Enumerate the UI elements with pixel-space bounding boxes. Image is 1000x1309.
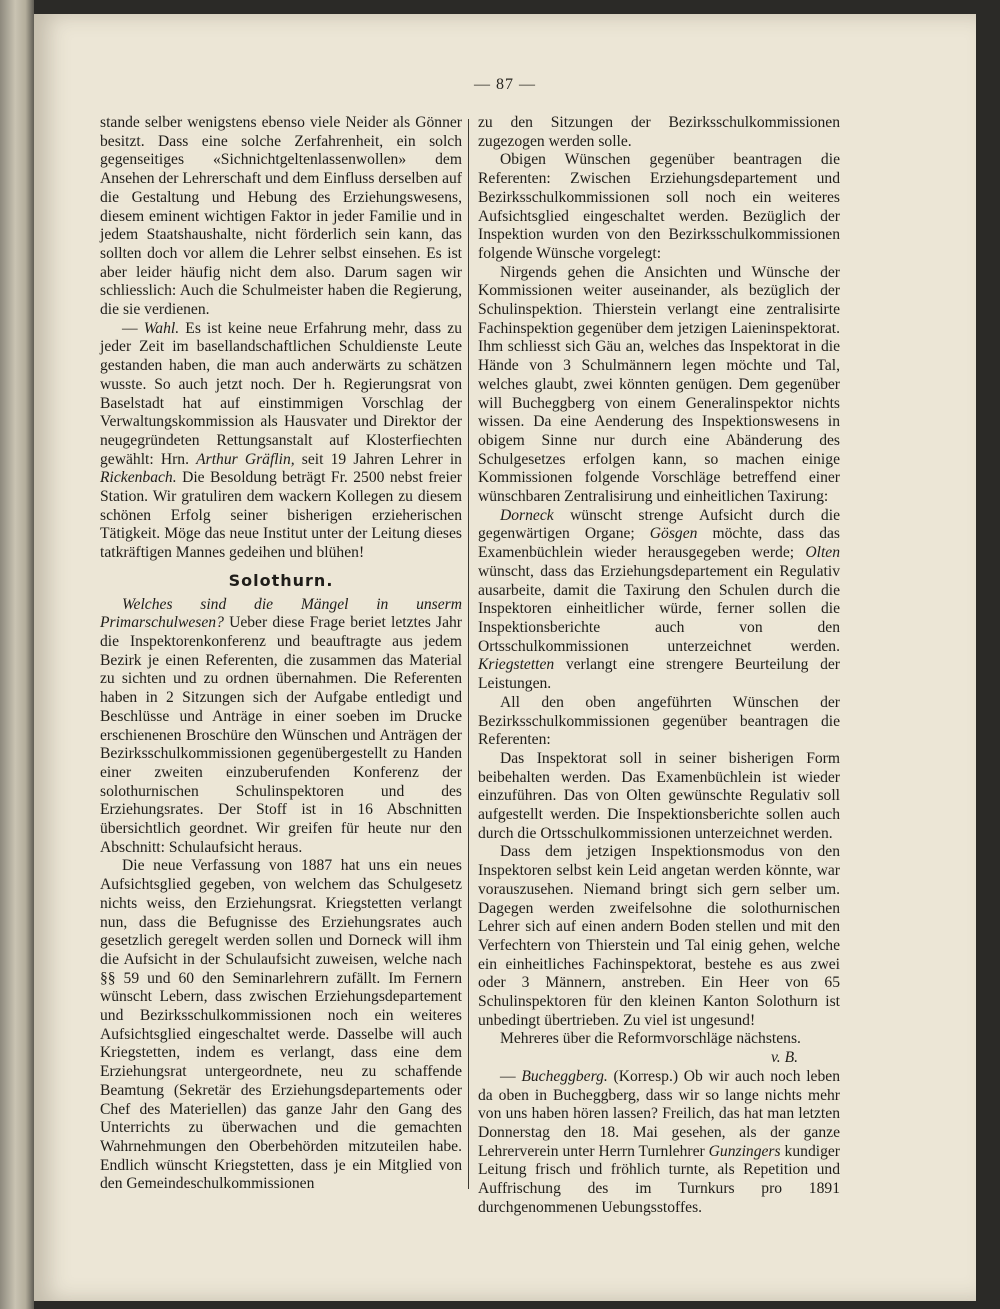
left-column xyxy=(100,114,462,1194)
column-divider xyxy=(468,119,469,1189)
place-name: Dorneck xyxy=(500,506,554,524)
text: Die Besoldung beträgt Fr. 2500 nebst freier Station. Wir gratuliren dem wackern Kollegen zu diesem schönen Erfolg seiner bisherigen erzieherischen Tätigkeit. Möge das neue Institut unter der Leitung dieses tatkräftigen Mannes gedeihen und blühen! xyxy=(100,469,462,562)
page-number: — 87 — xyxy=(474,76,536,93)
right-paragraph-bucheggberg xyxy=(478,1068,840,1218)
left-paragraph-verfassung: Die neue Verfassung von 1887 hat uns ein neues Aufsichtsglied gegeben, von welchem das Schulgesetz nichts weiss, den Erziehungsrat. Kriegstetten verlangt nun, dass die Befugnisse des Erziehungsrates auch gesetzlich geregelt werden sollen und Dorneck will ihm die Aufsicht in der Schulaufsicht zuweisen, welche nach §§ 59 und 60 den Seminarlehrern zufällt. Im Fernern wünscht Lebern, dass zwischen Erziehungsdepartement und Bezirksschulkommissionen noch ein weiteres Aufsichtsglied eingeschaltet werde. Dasselbe will auch Kriegstetten, indem es verlangt, dass eine dem Erziehungsrat untergeordnete, neu zu schaffende Beamtung (Sekretär des Erziehungsdepartements oder Chef des Materiellen) das ganze Jahr den Gang des Unterrichts zu überwachen und die gemachten Wahrnehmungen den Oberbehörden mitzuteilen habe. Endlich wünscht Kriegstetten, dass je ein Mitglied von den Gemeindeschulkommissionen xyxy=(100,857,462,1193)
person-name: Arthur Gräflin, xyxy=(196,450,295,468)
signature-text: v. B. xyxy=(771,1049,798,1067)
right-paragraph-4 xyxy=(478,507,840,694)
place-name: Olten xyxy=(805,544,840,562)
right-paragraph-3: Nirgends gehen die Ansichten und Wünsche der Kommissionen weiter auseinander, als bezüglich der Schulinspektion. Thierstein verlangt eine zentralisirte Fachinspektion gegenüber dem jetzigen Laieninspektorat. Ihm schliesst sich Gäu an, welches das Inspektorat in die Hände von 3 Schulmännern legen möchte und Tal, welches glaubt, zwei könnten genügen. Dem gegenüber will Bucheggberg von einem Generalinspektor nichts wissen. Da eine Aenderung des Inspektionswesens in obigem Sinne nur durch eine Abänderung des Schulgesetzes erfolgen kann, so machen einige Kommissionen folgende Vorschläge betreffend einer wünschbaren Zentralisirung und einheitlichen Taxirung: xyxy=(478,263,840,506)
text: wünscht, dass das Erziehungsdepartement ein Regulativ ausarbeite, damit die Taxirung den Schulen durch die Inspektoren einheitlicher würde, ferner sollen die Inspektionsberichte auch von den Ortsschulkommissionen unterzeichnet werden. xyxy=(478,562,840,655)
right-paragraph-6: Das Inspektorat soll in seiner bisherigen Form beibehalten werden. Das Examenbüchlein ist wieder einzuführen. Das von Olten gewünschte Regulativ soll aufgestellt werden. Die Inspektionsberichte sollen auch durch die Ortsschulkommissionen unterzeichnet werden. xyxy=(478,749,840,842)
previous-page-edge xyxy=(0,0,34,1309)
place-name: Gösgen xyxy=(649,525,698,543)
right-paragraph-7: Dass dem jetzigen Inspektionsmodus von den Inspektoren selbst kein Leid angetan werden könnte, war vorauszusehen. Niemand bringt sich gern selber um. Dagegen werden zweifelsohne die solothurnischen Lehrer sich auf einen andern Boden stellen und mit den Verfechtern von Thierstein und Tal einig gehen, welche ein einheitliches Fachinspektorat, bestehe es aus zwei oder 3 Männern, anstreben. Ein Heer von 65 Schulinspektoren für den kleinen Kanton Solothurn ist unbedingt übertrieben. Zu viel ist ungesund! xyxy=(478,843,840,1029)
right-paragraph-8: Mehreres über die Reformvorschläge nächstens. xyxy=(500,1030,801,1048)
person-name: Gunzingers xyxy=(708,1142,781,1160)
text: möchte, dass das Examenbüchlein wieder herausgegeben werde; xyxy=(478,525,840,562)
dash: — xyxy=(500,1067,522,1085)
section-label-wahl: Wahl. xyxy=(143,319,180,337)
right-column xyxy=(478,114,840,1217)
right-paragraph-5: All den oben angeführten Wünschen der Bezirksschulkommissionen gegenüber beantragen die Referenten: xyxy=(478,693,840,749)
dash: — xyxy=(122,319,144,337)
text: kundiger Leitung frisch und fröhlich turnte, als Repetition und Auffrischung des im Turnkurs pro 1891 durchgenommenen Uebungsstoffes. xyxy=(478,1142,840,1216)
question-title: Welches sind die Mängel in unserm Primarschulwesen? xyxy=(100,595,462,632)
author-signature xyxy=(478,1049,840,1068)
right-paragraph-1: zu den Sitzungen der Bezirksschulkommissionen zugezogen werden solle. xyxy=(478,114,840,150)
text: Ueber diese Frage beriet letztes Jahr die Inspektorenkonferenz und beauftragte aus jedem Bezirk je einen Referenten, die zusammen das Material zu sichten und zu ordnen übernahmen. Die Referenten haben in 2 Sitzungen sich der Aufgabe entledigt und Beschlüsse und Anträge in einer soeben im Drucke erschienenen Broschüre den Wünschen und Anträgen der Bezirksschulkommissionen gegenübergestellt zu Handen einer zweiten einzuberufenden Konferenz der solothurnischen Schulinspektoren und des Erziehungsrates. Der Stoff ist in 16 Abschnitten übersichtlich geordnet. Wir greifen für heute nur den Abschnitt: Schulaufsicht heraus. xyxy=(100,614,462,856)
text: Es ist keine neue Erfahrung mehr, dass zu jeder Zeit im basellandschaftlichen Schuldienste Leute gestanden haben, die man auch anderwärts zu schätzen wusste. So auch jetzt noch. Der h. Regierungsrat von Baselstadt hat auf einstimmigen Vorschlag der Verwaltungskommission als Hausvater und Direktor der neugegründeten Rettungsanstalt auf Klosterfiechten gewählt: Hrn. xyxy=(100,319,462,468)
section-label-bucheggberg: Bucheggberg. xyxy=(521,1067,608,1085)
place-name: Kriegstetten xyxy=(478,656,555,674)
place-name: Rickenbach. xyxy=(100,469,177,487)
text: verlangt eine strengere Beurteilung der Leistungen. xyxy=(478,656,840,693)
page-87 xyxy=(34,14,976,1301)
left-paragraph-wahl xyxy=(100,320,462,563)
right-paragraph-2: Obigen Wünschen gegenüber beantragen die Referenten: Zwischen Erziehungsdepartement und Bezirksschulkommissionen soll noch ein weiteres Aufsichtsglied eingeschaltet werden. Bezüglich der Inspektion wurden von den Bezirksschulkommissionen folgende Wünsche vorgelegt: xyxy=(478,151,840,262)
text: wünscht strenge Aufsicht durch die gegenwärtigen Organe; xyxy=(478,506,840,543)
text: seit 19 Jahren Lehrer in xyxy=(294,450,462,468)
left-paragraph-1: stande selber wenigstens ebenso viele Neider als Gönner besitzt. Dass eine solche Zerfahrenheit, ein solch gegenseitiges «Sichnichtgeltenlassenwollen» dem Ansehen der Lehrerschaft und dem Einfluss derselben auf die Gestaltung und Hebung des Erziehungswesens, diesem eminent wichtigen Faktor in jeder Familie und in jedem Staatshaushalte, nicht förderlich sein kann, das sollten doch vor allem die Lehrer selbst einsehen. Es ist aber leider häufig nicht dem also. Darum sagen wir schliesslich: Auch die Schulmeister haben die Regierung, die sie verdienen. xyxy=(100,114,462,319)
section-heading-solothurn: Solothurn. xyxy=(228,570,334,590)
text: (Korresp.) Ob wir auch noch leben da oben in Bucheggberg, dass wir so lange nichts mehr von uns haben hören lassen? Freilich, das hat man letzten Donnerstag den 18. Mai gesehen, als der ganze Lehrerverein unter Herrn Turnlehrer xyxy=(478,1067,840,1160)
left-paragraph-question xyxy=(100,596,462,858)
